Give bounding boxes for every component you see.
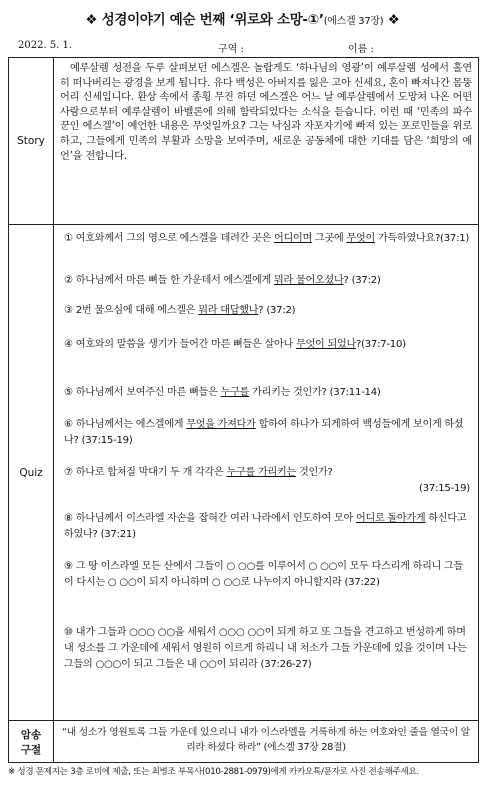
footer-note: ※ 성경 문제지는 3층 로비에 제출, 또는 최병조 부목사(010-2881-0979)에게 카카오톡/문자로 사진 전송해주세요. — [8, 767, 419, 777]
meta-row — [18, 40, 473, 54]
worksheet-table — [8, 57, 479, 763]
story-text: 예루살렘 성전을 두루 살펴보던 에스겔은 놀랍게도 ‘하나님의 영광’이 예루살렘 성에서 홀연히 떠나버리는 광경을 보게 됩니다. 유다 백성은 아버지를 잃은 고아 신세요, 혼이 빠져나간 몸뚱어리 신세입니다. 환상 속에서 종횡 무진 하던 에스겔은 어느 날 예루살렘에서 도망쳐 나온 어떤 사람으로부터 예루살렘이 바벨론에 의해 함락되었다는 소식을 듣습니다. 이런 때 ‘민족의 파수꾼인 에스겔’이 예언한 내용은 무엇일까요? 그는 낙심과 자포자기에 빠져 있는 포로민들을 위로하고, 그들에게 민족의 부활과 소망을 보여주며, 새로운 공동체에 대한 기대를 담은 ‘희망의 예언’을 전합니다. — [60, 63, 472, 162]
story-label: Story — [9, 58, 54, 224]
title-prefix: ❖ 성경이야기 예순 번째 — [85, 12, 230, 28]
memory-verse-text: “내 성소가 영원토록 그들 가운데 있으리니 내가 이스라엘을 거룩하게 하는 여호와인 줄을 열국이 알리라 하셨다 하라” (에스겔 37장 28절) — [62, 727, 470, 753]
page-title — [0, 8, 485, 28]
quiz-question-8: ⑧ 하나님께서 이스라엘 자손을 잡혀간 여러 나라에서 인도하여 모아 어디로 돌아가게 하신다고 하였나? (37:21) — [64, 513, 467, 540]
quiz-question-3: ③ 2번 물으심에 대해 에스겔은 뭐라 대답했나? (37:2) — [64, 305, 296, 316]
quiz-question-4: ④ 여호와의 말씀을 생기가 들어간 마른 뼈들은 살아나 무엇이 되었나?(37:7-10) — [64, 339, 406, 350]
quiz-question-7: ⑦ 하나로 합쳐질 막대기 두 개 각각은 누구를 가리키는 것인가? (37:15-19) — [64, 467, 470, 494]
memory-verse-cell — [54, 721, 478, 762]
story-cell — [54, 58, 478, 224]
title-reference: (에스겔 37장) — [323, 16, 384, 27]
quiz-cell — [54, 225, 478, 720]
date: 2022. 5. 1. — [18, 40, 73, 51]
story-row — [9, 58, 478, 225]
quiz-label: Quiz — [9, 225, 54, 720]
memory-verse-label: 암송 구절 — [9, 721, 54, 762]
region-field-label[interactable]: 구역 : — [218, 44, 244, 55]
quiz-question-2: ② 하나님께서 마른 뼈들 한 가운데서 에스겔에게 뭐라 물어오셨나? (37:2) — [64, 275, 381, 286]
quiz-row — [9, 225, 478, 721]
name-field-label[interactable]: 이름 : — [348, 44, 374, 55]
quiz-question-9: ⑨ 그 땅 이스라엘 모든 산에서 그들이 ○ ○○를 이루어서 ○ ○○이 모두 다스리게 하리니 그들이 다시는 ○ ○○이 되지 아니하며 ○ ○○로 나누이지 아니할지라 (37:22) — [64, 561, 464, 588]
quiz-question-1: ① 여호와께서 그의 영으로 에스겔을 데려간 곳은 어디이며 그곳에 무엇이 가득하였나요?(37:1) — [64, 233, 470, 244]
quiz-question-5: ⑤ 하나님께서 보여주신 마른 뼈들은 누구를 가리키는 것인가? (37:11-14) — [64, 387, 381, 398]
title-main: ‘위로와 소망-①’ — [229, 12, 324, 28]
quiz-question-10: ⑩ 내가 그들과 ○○○ ○○을 세워서 ○○○ ○○이 되게 하고 또 그들을 견고하고 번성하게 하며 내 성소를 그 가운데에 세워서 영원히 이르게 하리니 내 처소가 그들 가운데에 있을 것이며 나는 그들의 ○○○이 되고 그들은 내 ○○이 되리라 (37:26-27) — [64, 627, 467, 670]
quiz-question-6: ⑥ 하나님께서는 에스겔에게 무엇을 가져다가 합하여 하나가 되게하여 백성들에게 보이게 하셨나? (37:15-19) — [64, 419, 464, 446]
memory-verse-row — [9, 721, 478, 762]
title-suffix: ❖ — [383, 12, 400, 28]
